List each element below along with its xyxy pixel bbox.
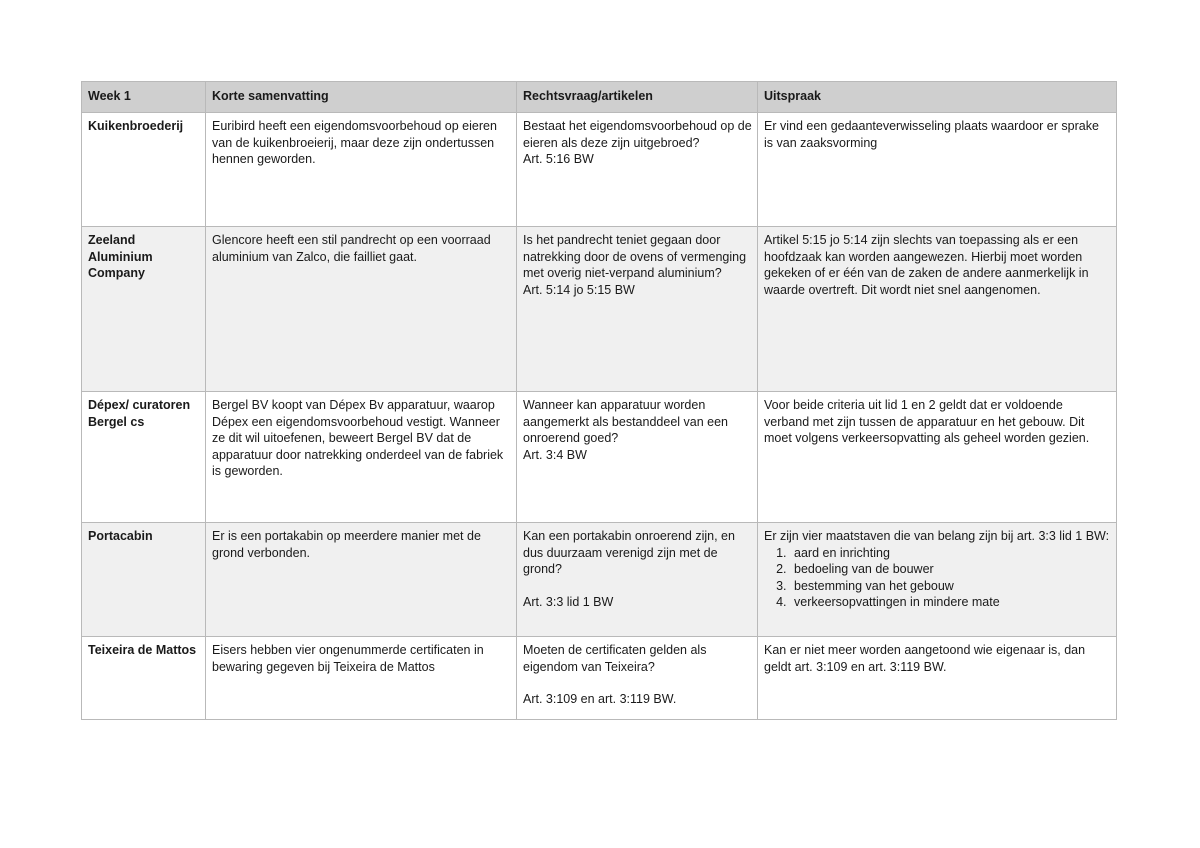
case-summary: Euribird heeft een eigendomsvoorbehoud op eieren van de kuikenbroeierij, maar deze zijn ondertussen hennen geworden.	[206, 113, 517, 227]
case-ruling: Er zijn vier maatstaven die van belang zijn bij art. 3:3 lid 1 BW:	[764, 529, 1110, 543]
case-ruling: Kan er niet meer worden aangetoond wie eigenaar is, dan geldt art. 3:109 en art. 3:119 BW.	[758, 637, 1117, 720]
case-name: Portacabin	[82, 523, 206, 637]
criteria-list	[764, 545, 1111, 611]
case-ruling-cell	[758, 523, 1117, 637]
header-ruling: Uitspraak	[758, 82, 1117, 113]
table-header-row	[82, 82, 1117, 113]
header-question: Rechtsvraag/artikelen	[517, 82, 758, 113]
case-name: Dépex/ curatoren Bergel cs	[82, 392, 206, 523]
case-summary: Eisers hebben vier ongenummerde certificaten in bewaring gegeven bij Teixeira de Mattos	[206, 637, 517, 720]
list-item: 1. aard en inrichting	[790, 545, 1111, 562]
case-question-cell	[517, 227, 758, 392]
case-summary: Glencore heeft een stil pandrecht op een voorraad aluminium van Zalco, die failliet gaat.	[206, 227, 517, 392]
case-article: Art. 3:109 en art. 3:119 BW.	[523, 692, 677, 706]
header-week: Week 1	[82, 82, 206, 113]
case-question: Wanneer kan apparatuur worden aangemerkt als bestanddeel van een onroerend goed?	[523, 398, 729, 445]
case-question: Moeten de certificaten gelden als eigendom van Teixeira?	[523, 643, 707, 674]
case-name: Zeeland Aluminium Company	[82, 227, 206, 392]
case-article: Art. 3:4 BW	[523, 447, 587, 462]
case-ruling: Er vind een gedaanteverwisseling plaats waardoor er sprake is van zaaksvorming	[758, 113, 1117, 227]
list-item: 3. bestemming van het gebouw	[790, 578, 1111, 595]
case-question-cell	[517, 392, 758, 523]
table-row	[82, 227, 1117, 392]
header-summary: Korte samenvatting	[206, 82, 517, 113]
case-summary: Bergel BV koopt van Dépex Bv apparatuur, waarop Dépex een eigendomsvoorbehoud vestigt. Wanneer ze dit wil uitoefenen, beweert Bergel BV dat de apparatuur door natrekking onderdeel van de fabriek is geworden.	[206, 392, 517, 523]
case-question: Is het pandrecht teniet gegaan door natrekking door de ovens of vermenging met overig niet-verpand aluminium?	[523, 233, 747, 280]
case-question: Bestaat het eigendomsvoorbehoud op de eieren als deze zijn uitgebroed?	[523, 119, 752, 150]
case-article: Art. 3:3 lid 1 BW	[523, 594, 614, 609]
list-item: 4. verkeersopvattingen in mindere mate	[790, 594, 1111, 611]
table-row	[82, 113, 1117, 227]
table-row	[82, 637, 1117, 720]
case-name: Kuikenbroederij	[82, 113, 206, 227]
case-ruling: Artikel 5:15 jo 5:14 zijn slechts van toepassing als er een hoofdzaak kan worden aangewezen. Hierbij moet worden gekeken of er één van de zaken de andere aanmerkelijk in waarde overtreft. Dit wordt niet snel aangenomen.	[758, 227, 1117, 392]
case-question-cell	[517, 523, 758, 637]
table-row	[82, 392, 1117, 523]
case-name: Teixeira de Mattos	[82, 637, 206, 720]
case-question-cell	[517, 637, 758, 720]
case-question: Kan een portakabin onroerend zijn, en dus duurzaam verenigd zijn met de grond?	[523, 529, 735, 576]
case-ruling: Voor beide criteria uit lid 1 en 2 geldt dat er voldoende verband met zijn tussen de apparatuur en het gebouw. Dit moet volgens verkeersopvatting als geheel worden gezien.	[758, 392, 1117, 523]
table-row	[82, 523, 1117, 637]
case-question-cell	[517, 113, 758, 227]
case-summary: Er is een portakabin op meerdere manier met de grond verbonden.	[206, 523, 517, 637]
list-item: 2. bedoeling van de bouwer	[790, 561, 1111, 578]
case-article: Art. 5:16 BW	[523, 152, 594, 166]
case-table	[81, 81, 1117, 720]
case-article: Art. 5:14 jo 5:15 BW	[523, 282, 635, 297]
